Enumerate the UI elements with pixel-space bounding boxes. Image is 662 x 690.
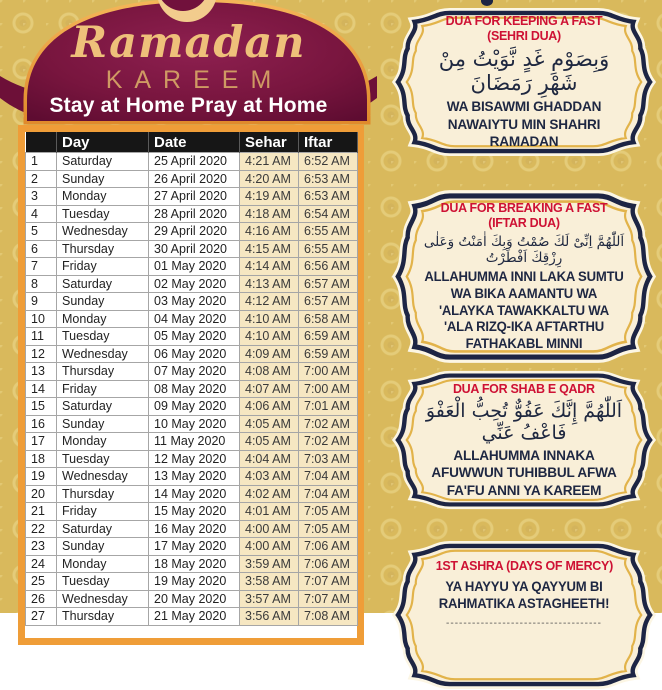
sehar-cell: 4:10 AM	[240, 328, 299, 346]
sehar-cell: 3:57 AM	[240, 590, 299, 608]
table-row	[26, 363, 358, 381]
iftar-cell: 6:57 AM	[299, 275, 358, 293]
date-cell: 14 May 2020	[149, 485, 240, 503]
iftar-cell: 6:52 AM	[299, 153, 358, 171]
sehar-cell: 4:09 AM	[240, 345, 299, 363]
day-cell: Thursday	[57, 608, 149, 626]
title-kareem: KAREEM	[105, 66, 284, 94]
row-number: 18	[26, 450, 57, 468]
header-banner	[0, 0, 377, 133]
table-row	[26, 293, 358, 311]
row-number: 14	[26, 380, 57, 398]
date-cell: 20 May 2020	[149, 590, 240, 608]
tagline: Stay at Home Pray at Home	[49, 94, 328, 117]
column-header-number	[26, 132, 57, 153]
sehar-cell: 4:18 AM	[240, 205, 299, 223]
table-row	[26, 328, 358, 346]
row-number: 1	[26, 153, 57, 171]
day-cell: Saturday	[57, 398, 149, 416]
day-cell: Monday	[57, 310, 149, 328]
iftar-cell: 7:02 AM	[299, 415, 358, 433]
row-number: 8	[26, 275, 57, 293]
table-row	[26, 345, 358, 363]
sehar-cell: 3:56 AM	[240, 608, 299, 626]
table-row	[26, 450, 358, 468]
table-row	[26, 433, 358, 451]
iftar-cell: 7:00 AM	[299, 363, 358, 381]
sehar-cell: 3:59 AM	[240, 555, 299, 573]
day-cell: Friday	[57, 380, 149, 398]
sehar-cell: 4:08 AM	[240, 363, 299, 381]
sehar-cell: 4:15 AM	[240, 240, 299, 258]
table-row	[26, 503, 358, 521]
iftar-cell: 6:55 AM	[299, 223, 358, 241]
table-row	[26, 468, 358, 486]
date-cell: 09 May 2020	[149, 398, 240, 416]
row-number: 26	[26, 590, 57, 608]
table-row	[26, 240, 358, 258]
table-row	[26, 555, 358, 573]
table-row	[26, 608, 358, 626]
date-cell: 04 May 2020	[149, 310, 240, 328]
dash-divider: ------------------------------------	[446, 617, 602, 629]
day-cell: Saturday	[57, 520, 149, 538]
iftar-cell: 7:00 AM	[299, 380, 358, 398]
ramadan-timetable	[25, 132, 358, 626]
day-cell: Sunday	[57, 538, 149, 556]
timetable-frame	[18, 125, 364, 645]
date-cell: 16 May 2020	[149, 520, 240, 538]
date-cell: 01 May 2020	[149, 258, 240, 276]
date-cell: 19 May 2020	[149, 573, 240, 591]
sehar-cell: 4:01 AM	[240, 503, 299, 521]
date-cell: 12 May 2020	[149, 450, 240, 468]
iftar-cell: 7:04 AM	[299, 485, 358, 503]
row-number: 6	[26, 240, 57, 258]
day-cell: Tuesday	[57, 573, 149, 591]
date-cell: 15 May 2020	[149, 503, 240, 521]
row-number: 25	[26, 573, 57, 591]
sehar-cell: 4:00 AM	[240, 538, 299, 556]
sehar-cell: 4:12 AM	[240, 293, 299, 311]
iftar-cell: 7:06 AM	[299, 555, 358, 573]
table-row	[26, 275, 358, 293]
sehar-cell: 4:07 AM	[240, 380, 299, 398]
row-number: 11	[26, 328, 57, 346]
dua-title: DUA FOR SHAB E QADR	[453, 380, 595, 396]
date-cell: 10 May 2020	[149, 415, 240, 433]
iftar-cell: 7:03 AM	[299, 450, 358, 468]
iftar-cell: 7:05 AM	[299, 520, 358, 538]
row-number: 21	[26, 503, 57, 521]
day-cell: Thursday	[57, 363, 149, 381]
table-row	[26, 258, 358, 276]
iftar-cell: 6:54 AM	[299, 205, 358, 223]
table-row	[26, 520, 358, 538]
row-number: 9	[26, 293, 57, 311]
iftar-cell: 6:53 AM	[299, 170, 358, 188]
sehar-cell: 4:10 AM	[240, 310, 299, 328]
sehar-cell: 4:21 AM	[240, 153, 299, 171]
date-cell: 08 May 2020	[149, 380, 240, 398]
iftar-cell: 7:07 AM	[299, 573, 358, 591]
row-number: 23	[26, 538, 57, 556]
date-cell: 28 April 2020	[149, 205, 240, 223]
iftar-cell: 6:58 AM	[299, 310, 358, 328]
row-number: 4	[26, 205, 57, 223]
date-cell: 02 May 2020	[149, 275, 240, 293]
column-header-iftar: Iftar	[299, 132, 358, 153]
day-cell: Wednesday	[57, 468, 149, 486]
date-cell: 05 May 2020	[149, 328, 240, 346]
table-row	[26, 188, 358, 206]
sehar-cell: 4:14 AM	[240, 258, 299, 276]
date-cell: 21 May 2020	[149, 608, 240, 626]
sehar-cell: 4:16 AM	[240, 223, 299, 241]
dua-arabic: وَبِصَوْمِ غَدٍ نَّوَيْتُ مِنْ شَهْرِ رَمَضَانَ	[438, 47, 610, 96]
table-row	[26, 205, 358, 223]
row-number: 10	[26, 310, 57, 328]
date-cell: 27 April 2020	[149, 188, 240, 206]
day-cell: Monday	[57, 433, 149, 451]
table-row	[26, 590, 358, 608]
day-cell: Wednesday	[57, 223, 149, 241]
dua-title: 1ST ASHRA (DAYS OF MERCY)	[435, 558, 613, 573]
dua-card-first-ashra	[395, 540, 653, 690]
iftar-cell: 6:59 AM	[299, 328, 358, 346]
sehar-cell: 4:19 AM	[240, 188, 299, 206]
row-number: 12	[26, 345, 57, 363]
date-cell: 25 April 2020	[149, 153, 240, 171]
dua-latin: ALLAHUMMA INNI LAKA SUMTU WA BIKA AAMANTU WA 'ALAYKA TAWAKKALTU WA 'ALA RIZQ-IKA AFTARTHU FATHAKABL MINNI	[424, 268, 624, 352]
dua-arabic: اَللّٰهُمَّ إِنَّكَ عَفُوٌّ تُحِبُّ الْعَفْوَ فَاعْفُ عَنِّي	[425, 399, 623, 444]
day-cell: Saturday	[57, 153, 149, 171]
row-number: 2	[26, 170, 57, 188]
iftar-cell: 6:56 AM	[299, 258, 358, 276]
sehar-cell: 4:05 AM	[240, 433, 299, 451]
row-number: 5	[26, 223, 57, 241]
iftar-cell: 7:06 AM	[299, 538, 358, 556]
iftar-cell: 7:02 AM	[299, 433, 358, 451]
sehar-cell: 3:58 AM	[240, 573, 299, 591]
day-cell: Tuesday	[57, 450, 149, 468]
date-cell: 30 April 2020	[149, 240, 240, 258]
iftar-cell: 7:05 AM	[299, 503, 358, 521]
date-cell: 29 April 2020	[149, 223, 240, 241]
date-cell: 18 May 2020	[149, 555, 240, 573]
table-row	[26, 153, 358, 171]
date-cell: 06 May 2020	[149, 345, 240, 363]
table-row	[26, 538, 358, 556]
dua-card-sehri	[395, 7, 653, 157]
sehar-cell: 4:05 AM	[240, 415, 299, 433]
table-row	[26, 485, 358, 503]
iftar-cell: 6:59 AM	[299, 345, 358, 363]
table-body	[26, 153, 358, 626]
dua-title: DUA FOR KEEPING A FAST (SEHRI DUA)	[445, 13, 603, 44]
table-row	[26, 380, 358, 398]
column-header-date: Date	[149, 132, 240, 153]
table-row	[26, 310, 358, 328]
dua-arabic: اَللّٰهُمَّ اِنِّىْ لَكَ صُمْتُ وَبِكَ اٰمَنْتُ وَعَلٰى رِزْقِكَ اَفْطَرْتُ	[423, 233, 625, 266]
day-cell: Sunday	[57, 415, 149, 433]
sehar-cell: 4:02 AM	[240, 485, 299, 503]
day-cell: Friday	[57, 258, 149, 276]
row-number: 19	[26, 468, 57, 486]
row-number: 15	[26, 398, 57, 416]
day-cell: Thursday	[57, 240, 149, 258]
iftar-cell: 6:55 AM	[299, 240, 358, 258]
table-row	[26, 415, 358, 433]
table-row	[26, 170, 358, 188]
day-cell: Saturday	[57, 275, 149, 293]
row-number: 3	[26, 188, 57, 206]
row-number: 7	[26, 258, 57, 276]
day-cell: Tuesday	[57, 205, 149, 223]
day-cell: Friday	[57, 503, 149, 521]
row-number: 27	[26, 608, 57, 626]
row-number: 24	[26, 555, 57, 573]
day-cell: Tuesday	[57, 328, 149, 346]
date-cell: 11 May 2020	[149, 433, 240, 451]
date-cell: 26 April 2020	[149, 170, 240, 188]
dua-latin: WA BISAWMI GHADDAN NAWAIYTU MIN SHAHRI RAMADAN	[446, 98, 602, 150]
dua-title: DUA FOR BREAKING A FAST (IFTAR DUA)	[440, 199, 608, 230]
iftar-cell: 7:01 AM	[299, 398, 358, 416]
dua-latin: ALLAHUMMA INNAKA AFUWWUN TUHIBBUL AFWA FA'FU ANNI YA KAREEM	[431, 446, 617, 498]
column-header-sehar: Sehar	[240, 132, 299, 153]
iftar-cell: 6:57 AM	[299, 293, 358, 311]
iftar-cell: 7:04 AM	[299, 468, 358, 486]
row-number: 16	[26, 415, 57, 433]
day-cell: Wednesday	[57, 590, 149, 608]
date-cell: 17 May 2020	[149, 538, 240, 556]
dua-card-iftar	[395, 189, 653, 364]
day-cell: Sunday	[57, 170, 149, 188]
sehar-cell: 4:13 AM	[240, 275, 299, 293]
dua-card-shab-e-qadr	[395, 370, 653, 510]
table-row	[26, 573, 358, 591]
sehar-cell: 4:04 AM	[240, 450, 299, 468]
day-cell: Sunday	[57, 293, 149, 311]
day-cell: Thursday	[57, 485, 149, 503]
day-cell: Wednesday	[57, 345, 149, 363]
row-number: 13	[26, 363, 57, 381]
sehar-cell: 4:20 AM	[240, 170, 299, 188]
table-row	[26, 398, 358, 416]
title-ramadan: Ramadan	[71, 18, 306, 68]
date-cell: 03 May 2020	[149, 293, 240, 311]
row-number: 17	[26, 433, 57, 451]
iftar-cell: 7:07 AM	[299, 590, 358, 608]
sehar-cell: 4:03 AM	[240, 468, 299, 486]
date-cell: 07 May 2020	[149, 363, 240, 381]
date-cell: 13 May 2020	[149, 468, 240, 486]
hanging-ornament-icon	[481, 0, 493, 6]
sehar-cell: 4:06 AM	[240, 398, 299, 416]
row-number: 20	[26, 485, 57, 503]
row-number: 22	[26, 520, 57, 538]
day-cell: Monday	[57, 555, 149, 573]
dua-latin: YA HAYYU YA QAYYUM BI RAHMATIKA ASTAGHEETH!	[438, 579, 610, 611]
table-row	[26, 223, 358, 241]
iftar-cell: 7:08 AM	[299, 608, 358, 626]
table-header-row	[26, 132, 358, 153]
day-cell: Monday	[57, 188, 149, 206]
sehar-cell: 4:00 AM	[240, 520, 299, 538]
iftar-cell: 6:53 AM	[299, 188, 358, 206]
column-header-day: Day	[57, 132, 149, 153]
